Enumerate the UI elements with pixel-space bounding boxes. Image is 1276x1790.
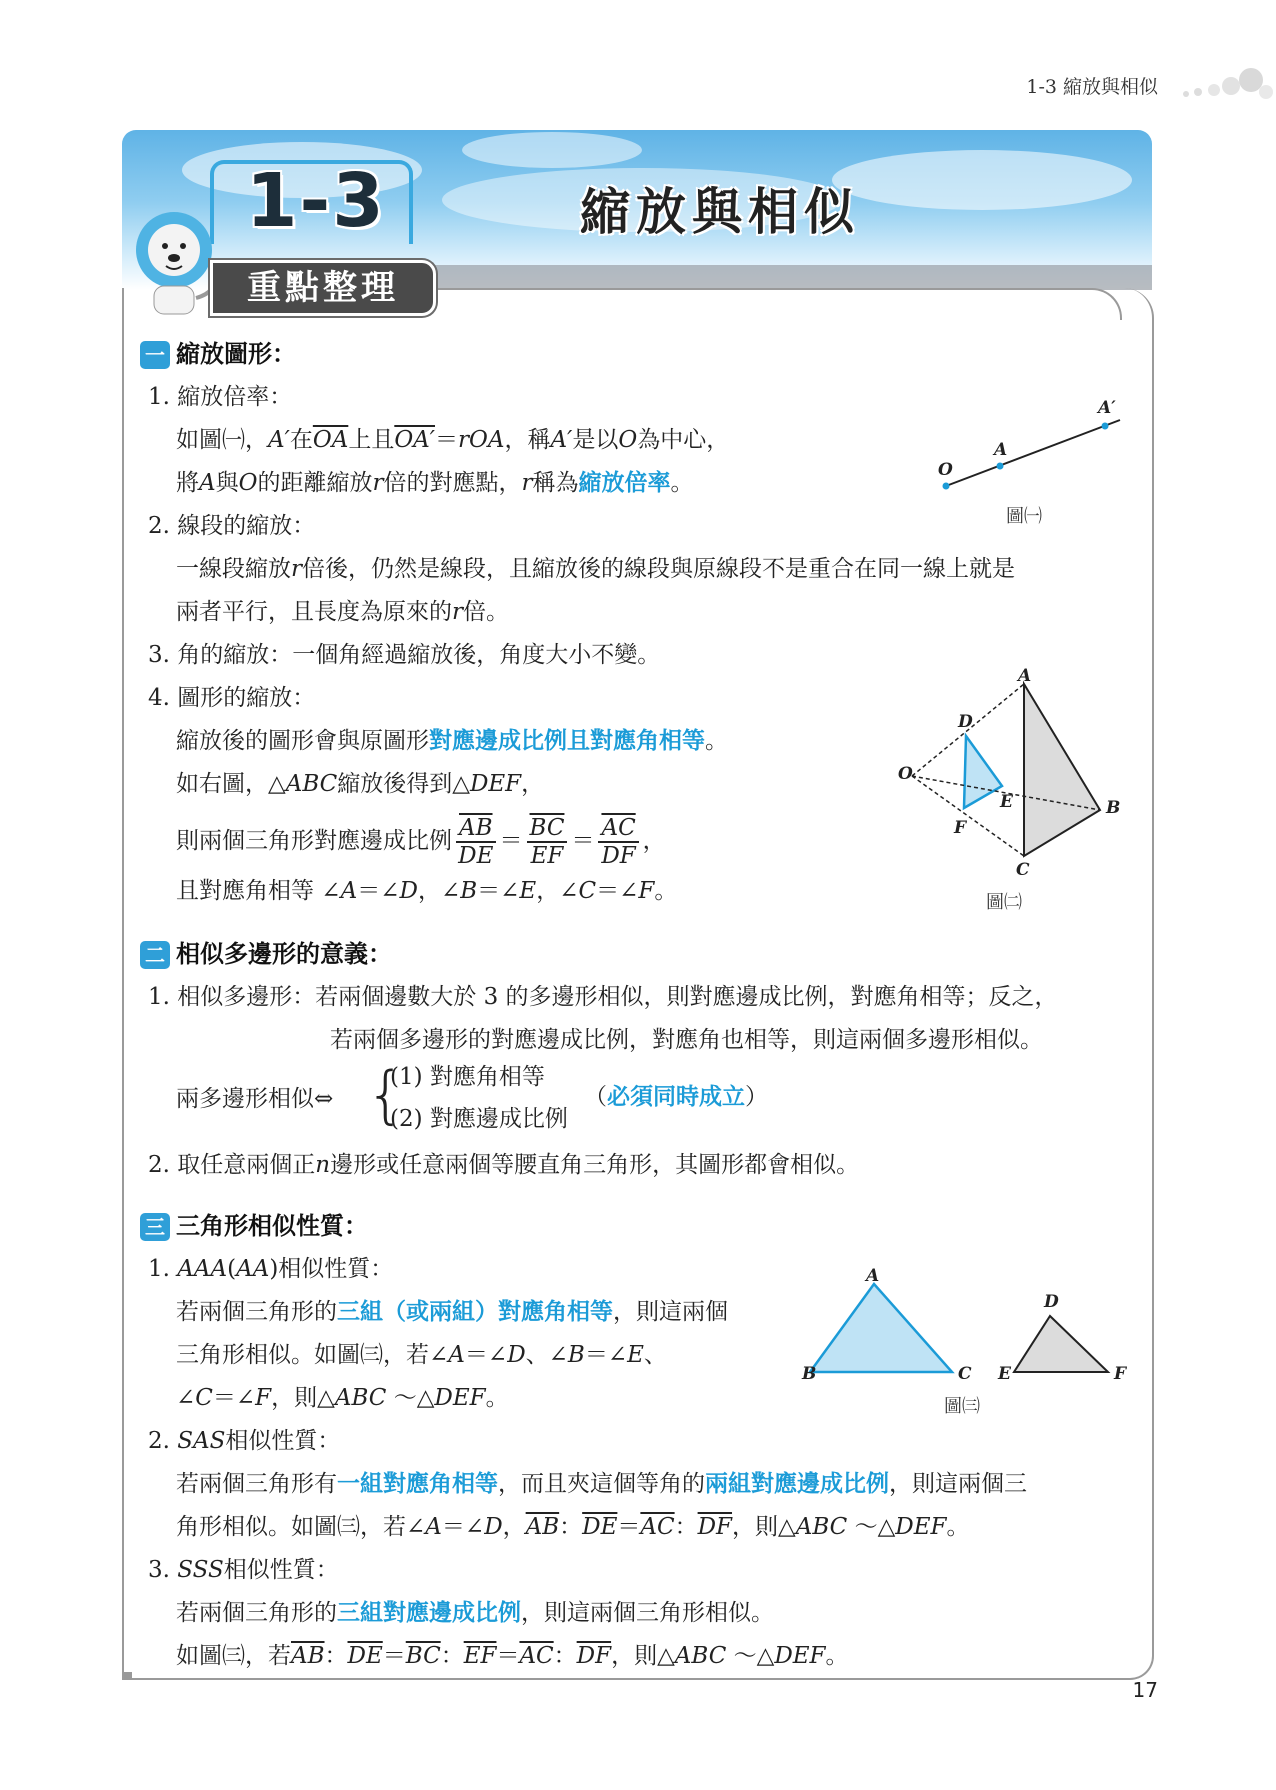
s1-item4-angles: 且對應角相等 ∠A＝∠D，∠B＝∠E，∠C＝∠F。 [176, 878, 678, 904]
s1-item2-line2: 兩者平行，且長度為原來的r倍。 [176, 599, 509, 625]
frame-corner-mark [124, 1672, 132, 1680]
s2-item2: 2. 取任意兩個正n邊形或任意兩個等腰直角三角形，其圖形都會相似。 [148, 1152, 860, 1178]
section2-title: 相似多邊形的意義： [176, 940, 392, 968]
section3-title: 三角形相似性質： [176, 1212, 368, 1240]
page-number: 17 [1132, 1678, 1158, 1702]
s3-item3-line1: 若兩個三角形的三組對應邊成比例，則這兩個三角形相似。 [176, 1599, 774, 1626]
s1-item4-label: 4. 圖形的縮放： [148, 685, 316, 711]
section3-heading [140, 1206, 368, 1241]
section2-heading [140, 934, 392, 969]
fig1-label-a-prime: A′ [1098, 398, 1116, 418]
fig1-label-o: O [938, 460, 953, 480]
fig2-label-c: C [1016, 860, 1030, 880]
section3-number: 三 [140, 1213, 170, 1241]
fig2-caption: 圖㈡ [986, 892, 1022, 913]
fig2-label-d: D [958, 712, 973, 732]
s1-item4-line1: 縮放後的圖形會與原圖形對應邊成比例且對應角相等。 [176, 727, 728, 754]
fig3-label-b: B [802, 1364, 817, 1384]
fig3-label-e: E [998, 1364, 1011, 1384]
section-title: 縮放與相似 [580, 183, 860, 241]
fig3-caption: 圖㈢ [944, 1396, 980, 1417]
s1-item2-label: 2. 線段的縮放： [148, 513, 316, 539]
fig3-label-d: D [1044, 1292, 1059, 1312]
s3-item1-label: 1. AAA(AA)相似性質： [148, 1256, 394, 1282]
s2-equivalence-lhs: 兩多邊形相似⇔ [176, 1086, 334, 1112]
s3-item1-line2: 三角形相似。如圖㈢，若∠A＝∠D、∠B＝∠E、 [176, 1342, 667, 1368]
fig2-label-e: E [1000, 792, 1013, 812]
fig2-label-a: A [1018, 666, 1032, 686]
running-header: 1-3 縮放與相似 [1026, 76, 1158, 98]
s1-item2-line1: 一線段縮放r倍後，仍然是線段，且縮放後的線段與原線段不是重合在同一線上就是 [176, 556, 1015, 582]
figure-2 [900, 676, 1120, 866]
fig2-label-b: B [1106, 798, 1121, 818]
fig3-label-c: C [958, 1364, 972, 1384]
decor-dots [1126, 62, 1276, 102]
s3-item2-line2: 角形相似。如圖㈢，若∠A＝∠D，$\overline{AB}$：$\overline{DE}=\overline{AC}$：$\overline{DF}$，則△ABC ～△DEF。 [176, 1514, 970, 1540]
s1-item4-ratio-line: 則兩個三角形對應邊成比例 $\frac{\overline{AB}}{DE}$ ＝ $\frac{\overline{BC}}{EF}$ ＝ $\frac{\overline{AC}}{DF}$ ， [176, 815, 666, 869]
s1-item4-line2: 如右圖，△ABC縮放後得到△DEF， [176, 771, 545, 797]
key-points-tab: 重點整理 [210, 260, 436, 316]
s1-item1-line2: 將A與O的距離縮放r倍的對應點，r稱為縮放倍率。 [176, 469, 694, 496]
section-number: 1-3 [246, 158, 386, 244]
section2-number: 二 [140, 941, 170, 969]
fig1-caption: 圖㈠ [1006, 506, 1042, 527]
fig3-label-f: F [1114, 1364, 1127, 1384]
fig3-label-a: A [866, 1266, 880, 1286]
s3-item2-line1: 若兩個三角形有一組對應角相等，而且夾這個等角的兩組對應邊成比例，則這兩個三 [176, 1470, 1027, 1497]
s3-item3-line2: 如圖㈢，若$\overline{AB}$：$\overline{DE}=\overline{BC}$：$\overline{EF}=\overline{AC}$：$\overline{DF}$，則△ABC ～△DEF。 [176, 1643, 849, 1669]
s2-condition-1: (1) 對應角相等 [390, 1064, 545, 1090]
s3-item3-label: 3. SSS相似性質： [148, 1557, 339, 1583]
s2-brace: { [366, 1058, 406, 1131]
s3-item1-line3: ∠C＝∠F，則△ABC ～△DEF。 [176, 1385, 509, 1411]
s3-item1-line1: 若兩個三角形的三組（或兩組）對應角相等，則這兩個 [176, 1298, 728, 1325]
section1-heading [140, 334, 296, 369]
fig2-label-o: O [898, 764, 913, 784]
section1-title: 縮放圖形： [176, 340, 296, 368]
s1-item3: 3. 角的縮放：一個角經過縮放後，角度大小不變。 [148, 642, 661, 668]
s1-item1-line1: 如圖㈠，A′在$\overline{OA}$上且OA′＝rOA，稱A′是以O為中心， [176, 427, 730, 453]
s2-item1-line1: 1. 相似多邊形：若兩個邊數大於 3 的多邊形相似，則對應邊成比例，對應角相等；反之， [148, 984, 1058, 1010]
s3-item2-label: 2. SAS相似性質： [148, 1428, 341, 1454]
fig2-label-f: F [954, 818, 967, 838]
s1-item1-label: 1. 縮放倍率： [148, 384, 293, 410]
s2-condition-2: (2) 對應邊成比例 [390, 1106, 568, 1132]
s2-note: （必須同時成立） [584, 1083, 768, 1110]
s2-item1-line2: 若兩個多邊形的對應邊成比例，對應角也相等，則這兩個多邊形相似。 [330, 1027, 1043, 1053]
fig1-label-a: A [994, 440, 1008, 460]
section1-number: 一 [140, 341, 170, 369]
